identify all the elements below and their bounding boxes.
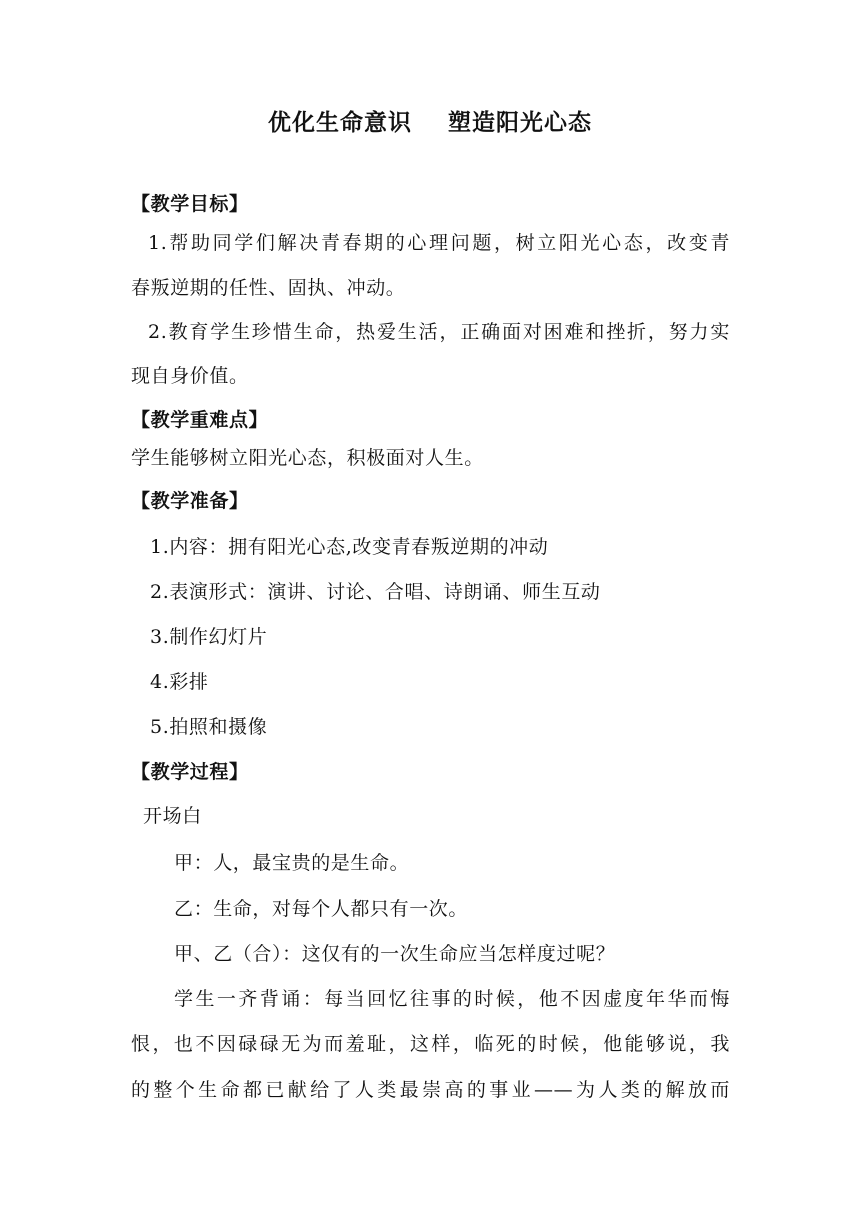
process-heading: 【教学过程】 bbox=[131, 761, 249, 783]
preparation-item: 5.拍照和摄像 bbox=[150, 716, 268, 738]
process-opening: 开场白 bbox=[143, 805, 202, 827]
objective-2-line-2: 现自身价值。 bbox=[131, 365, 249, 387]
document-title: 优化生命意识 塑造阳光心态 bbox=[267, 109, 593, 136]
recitation-line-3: 的整个生命都已献给了人类最崇高的事业——为人类的解放而 bbox=[131, 1079, 730, 1101]
recitation-line-1: 学生一齐背诵：每当回忆往事的时候，他不因虚度年华而悔 bbox=[174, 988, 730, 1010]
preparation-item: 1.内容：拥有阳光心态,改变青春叛逆期的冲动 bbox=[150, 536, 549, 558]
key-points-heading: 【教学重难点】 bbox=[131, 409, 269, 431]
preparation-item: 2.表演形式：演讲、讨论、合唱、诗朗诵、师生互动 bbox=[150, 581, 601, 603]
dialogue-line: 乙：生命，对每个人都只有一次。 bbox=[174, 898, 469, 920]
objective-2-line-1: 2.教育学生珍惜生命，热爱生活，正确面对困难和挫折，努力实 bbox=[148, 321, 730, 343]
dialogue-line: 甲、乙（合）：这仅有的一次生命应当怎样度过呢？ bbox=[174, 943, 616, 965]
dialogue-line: 甲：人，最宝贵的是生命。 bbox=[174, 852, 410, 874]
objective-1-line-1: 1.帮助同学们解决青春期的心理问题，树立阳光心态，改变青 bbox=[148, 232, 730, 254]
recitation-line-2: 恨，也不因碌碌无为而羞耻，这样，临死的时候，他能够说，我 bbox=[131, 1033, 730, 1055]
objectives-heading: 【教学目标】 bbox=[131, 193, 249, 215]
preparation-item: 3.制作幻灯片 bbox=[150, 626, 268, 648]
key-points-text: 学生能够树立阳光心态，积极面对人生。 bbox=[131, 447, 484, 469]
objective-1-line-2: 春叛逆期的任性、固执、冲动。 bbox=[131, 277, 406, 299]
preparation-heading: 【教学准备】 bbox=[131, 490, 249, 512]
preparation-item: 4.彩排 bbox=[150, 671, 209, 693]
